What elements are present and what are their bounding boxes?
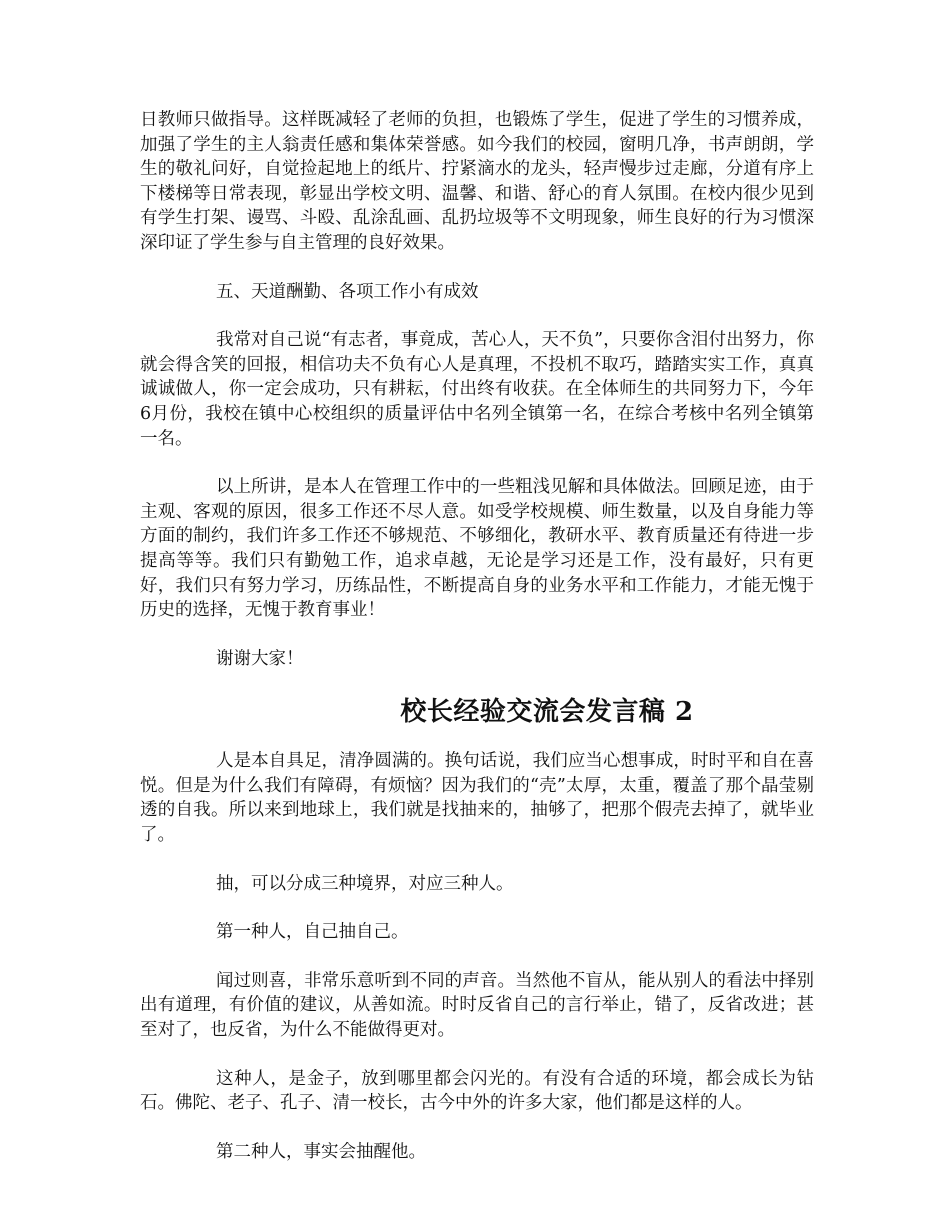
closing-thanks: 谢谢大家！ bbox=[216, 648, 304, 669]
paragraph: 第二种人，事实会抽醒他。 bbox=[216, 1141, 426, 1162]
paragraph: 第一种人，自己抽自己。 bbox=[216, 922, 409, 943]
paragraph: 抽，可以分成三种境界，对应三种人。 bbox=[216, 873, 514, 894]
paragraph-continued: 日教师只做指导。这样既减轻了老师的负担，也锻炼了学生，促进了学生的习惯养成，加强了学生的主人翁责任感和集体荣誉感。如今我们的校园，窗明几净，书声朗朗，学生的敬礼问好，自觉捡起地上的纸片、拧紧滴水的龙头，轻声慢步过走廊，分道有序上下楼梯等日常表现，彰显出学校文明、温馨、和谐、舒心的育人氛围。在校内很少见到有学生打架、谩骂、斗殴、乱涂乱画、乱扔垃圾等不文明现象，师生良好的行为习惯深深印证了学生参与自主管理的良好效果。 bbox=[140, 110, 814, 253]
paragraph: 人是本自具足，清净圆满的。换句话说，我们应当心想事成，时时平和自在喜悦。但是为什么我们有障碍，有烦恼？因为我们的“壳”太厚，太重，覆盖了那个晶莹剔透的自我。所以来到地球上，我们就是找抽来的，抽够了，把那个假壳去掉了，就毕业了。 bbox=[140, 751, 814, 846]
paragraph: 闻过则喜，非常乐意听到不同的声音。当然他不盲从，能从别人的看法中择别出有道理，有价值的建议，从善如流。时时反省自己的言行举止，错了，反省改进；甚至对了，也反省，为什么不能做得更对。 bbox=[140, 970, 814, 1041]
paragraph: 这种人，是金子，放到哪里都会闪光的。有没有合适的环境，都会成长为钻石。佛陀、老子、孔子、清一校长，古今中外的许多大家，他们都是这样的人。 bbox=[140, 1068, 814, 1114]
document-title: 校长经验交流会发言稿 2 bbox=[400, 697, 694, 728]
section-heading: 五、天道酬勤、各项工作小有成效 bbox=[216, 281, 479, 302]
paragraph: 以上所讲，是本人在管理工作中的一些粗浅见解和具体做法。回顾足迹，由于主观、客观的原因，很多工作还不尽人意。如受学校规模、师生数量，以及自身能力等方面的制约，我们许多工作还不够规范、不够细化，教研水平、教育质量还有待进一步提高等等。我们只有勤勉工作，追求卓越，无论是学习还是工作，没有最好，只有更好，我们只有努力学习，历练品性，不断提高自身的业务水平和工作能力，才能无愧于历史的选择，无愧于教育事业！ bbox=[140, 477, 814, 621]
document-page bbox=[140, 108, 814, 1188]
paragraph: 我常对自己说“有志者，事竟成，苦心人，天不负”，只要你含泪付出努力，你就会得含笑的回报，相信功夫不负有心人是真理，不投机不取巧，踏踏实实工作，真真诚诚做人，你一定会成功，只有耕耘，付出终有收获。在全体师生的共同努力下，今年6月份，我校在镇中心校组织的质量评估中名列全镇第一名，在综合考核中名列全镇第一名。 bbox=[140, 330, 814, 449]
